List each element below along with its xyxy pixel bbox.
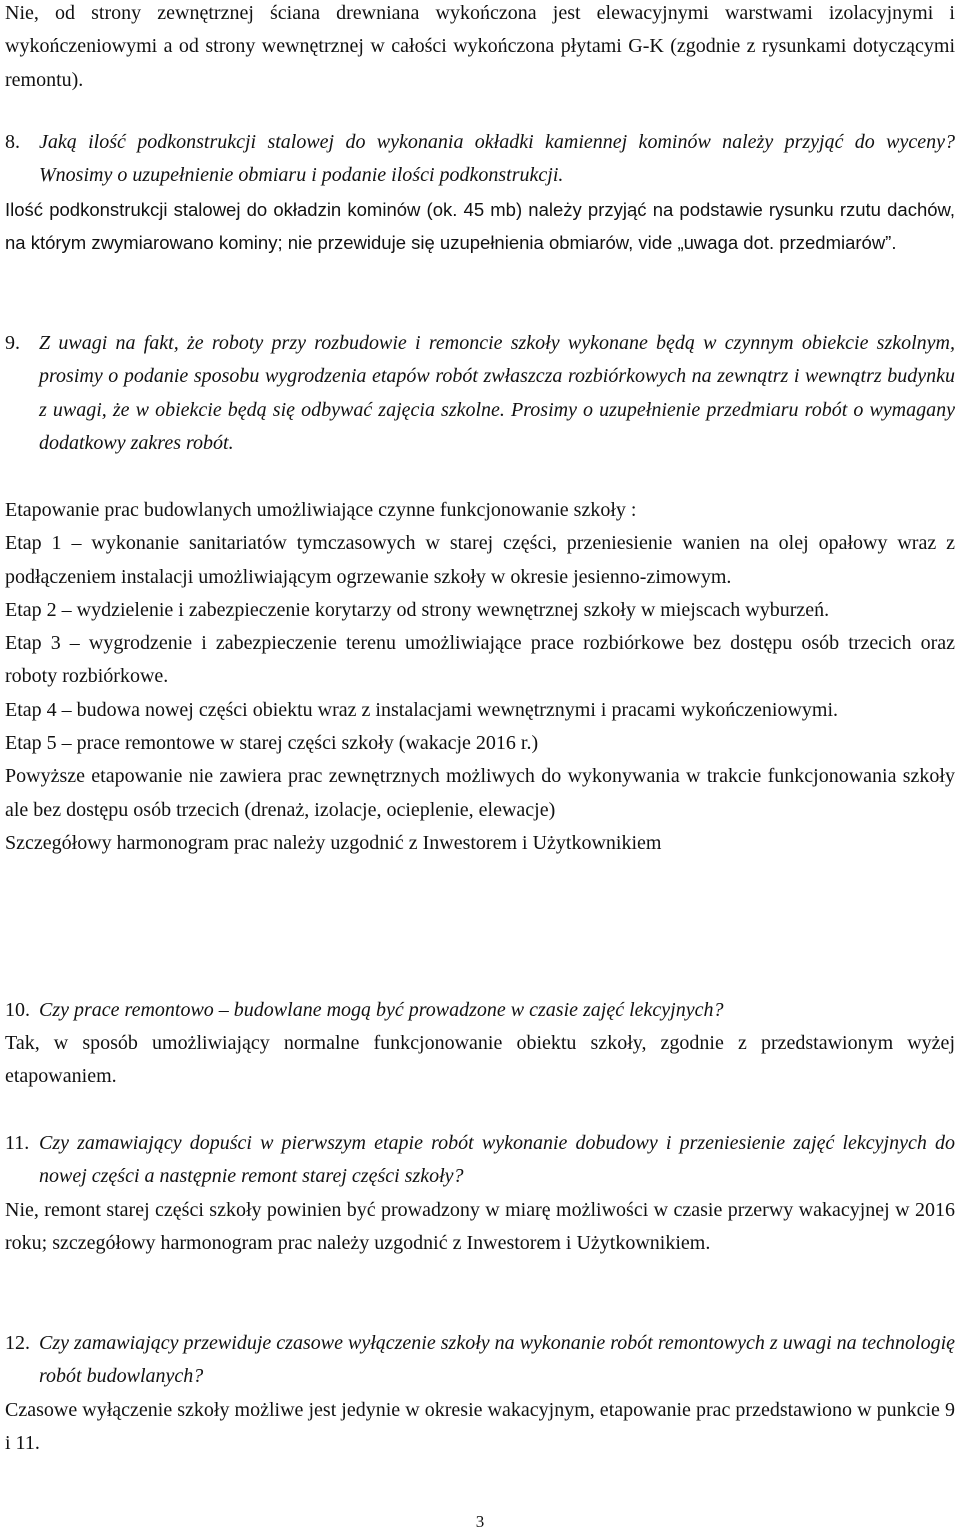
question-12	[5, 1327, 955, 1394]
question-text: Z uwagi na fakt, że roboty przy rozbudowie i remoncie szkoły wykonane będą w czynnym obiekcie szkolnym, prosimy o podanie sposobu wygrodzenia etapów robót zwłaszcza rozbiórkowych na zewnątrz i wewnątrz budynku z uwagi, że w obiekcie będą się odbywać zajęcia szkolne. Prosimy o uzupełnienie przedmiaru robót o wymagany dodatkowy zakres robót.	[39, 332, 955, 454]
stage-1: Etap 1 – wykonanie sanitariatów tymczasowych w starej części, przeniesienie wanien na olej opałowy wraz z podłączeniem instalacji umożliwiającym ogrzewanie szkoły w okresie jesienno-zimowym.	[5, 532, 955, 588]
answer-8: Ilość podkonstrukcji stalowej do okładzin kominów (ok. 45 mb) należy przyjąć na podstawie rysunku rzutu dachów, na którym zwymiarowano kominy; nie przewiduje się uzupełnienia obmiarów, vide „uwaga dot. przedmiarów”.	[5, 199, 955, 254]
page-number: 3	[475, 1512, 485, 1531]
question-number: 8.	[5, 131, 20, 153]
question-number: 11.	[5, 1132, 30, 1154]
answer-11: Nie, remont starej części szkoły powinien być prowadzony w miarę możliwości w czasie przerwy wakacyjnej w 2016 roku; szczegółowy harmonogram prac należy uzgodnić z Inwestorem i Użytkownikiem.	[5, 1199, 955, 1255]
question-number: 9.	[5, 332, 20, 354]
question-text: Jaką ilość podkonstrukcji stalowej do wykonania okładki kamiennej kominów należy przyjąć do wyceny? Wnosimy o uzupełnienie obmiaru i podanie ilości podkonstrukcji.	[39, 131, 955, 187]
stage-3: Etap 3 – wygrodzenie i zabezpieczenie terenu umożliwiające prace rozbiórkowe bez dostępu osób trzecich oraz roboty rozbiórkowe.	[5, 632, 955, 688]
question-8	[5, 126, 955, 193]
intro-paragraph: Nie, od strony zewnętrznej ściana drewniana wykończona jest elewacyjnymi warstwami izolacyjnymi i wykończeniowymi a od strony wewnętrznej w całości wykończona płytami G-K (zgodnie z rysunkami dotyczącymi remontu).	[5, 2, 955, 91]
question-number: 12.	[5, 1332, 30, 1354]
answer-10: Tak, w sposób umożliwiający normalne funkcjonowanie obiektu szkoły, zgodnie z przedstawionym wyżej etapowaniem.	[5, 1032, 955, 1088]
answer-12: Czasowe wyłączenie szkoły możliwe jest jedynie w okresie wakacyjnym, etapowanie prac przedstawiono w punkcie 9 i 11.	[5, 1399, 955, 1455]
stage-2: Etap 2 – wydzielenie i zabezpieczenie korytarzy od strony wewnętrznej szkoły w miejscach wyburzeń.	[5, 598, 830, 621]
schedule-note: Szczegółowy harmonogram prac należy uzgodnić z Inwestorem i Użytkownikiem	[5, 831, 662, 854]
question-text: Czy prace remontowo – budowlane mogą być prowadzone w czasie zajęć lekcyjnych?	[39, 999, 724, 1021]
answer-9	[5, 494, 955, 860]
question-10	[5, 994, 955, 1027]
stages-intro: Etapowanie prac budowlanych umożliwiające czynne funkcjonowanie szkoły :	[5, 499, 637, 521]
stage-5: Etap 5 – prace remontowe w starej części szkoły (wakacje 2016 r.)	[5, 732, 539, 755]
question-9	[5, 327, 955, 460]
question-text: Czy zamawiający dopuści w pierwszym etapie robót wykonanie dobudowy i przeniesienie zajęć lekcyjnych do nowej części a następnie remont starej części szkoły?	[39, 1132, 955, 1188]
stages-note: Powyższe etapowanie nie zawiera prac zewnętrznych możliwych do wykonywania w trakcie funkcjonowania szkoły ale bez dostępu osób trzecich (drenaż, izolacje, ocieplenie, elewacje)	[5, 765, 955, 821]
question-11	[5, 1127, 955, 1194]
question-text: Czy zamawiający przewiduje czasowe wyłączenie szkoły na wykonanie robót remontowych z uwagi na technologię robót budowlanych?	[39, 1332, 955, 1388]
question-number: 10.	[5, 999, 30, 1021]
stage-4: Etap 4 – budowa nowej części obiektu wraz z instalacjami wewnętrznymi i pracami wykończeniowymi.	[5, 698, 839, 721]
